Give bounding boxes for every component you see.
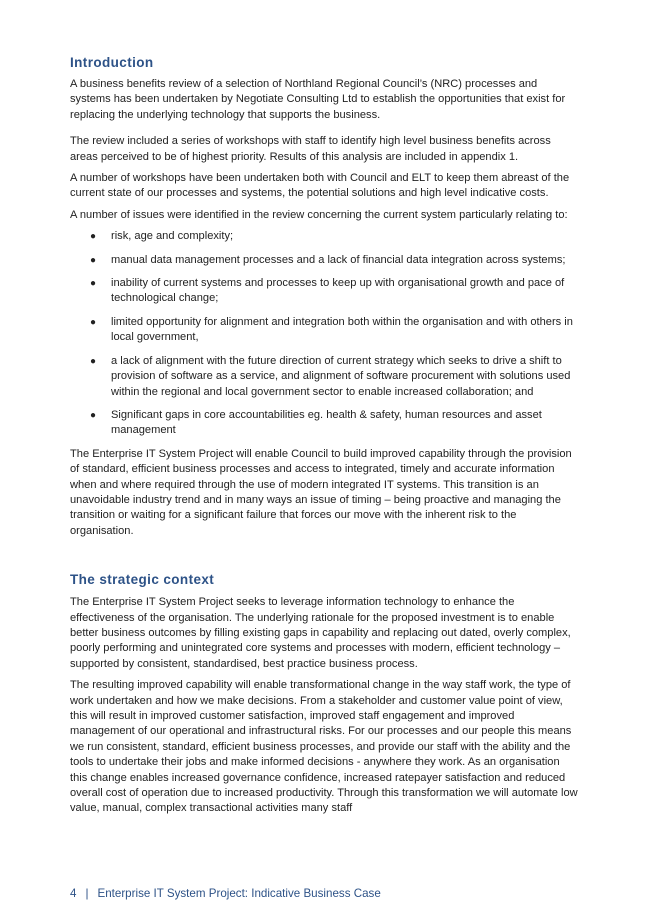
strategic-paragraph: The Enterprise IT System Project seeks to leverage information technology to enhance the effectiveness of the organisation. The underlying rationale for the proposed investment is to enable better business outcomes by filling existing gaps in capability and replacing out dated, overly complex, poorly performing and unintegrated core systems and processes with modern, efficient technology – supported by consistent, standardised, best practice business process. xyxy=(70,596,571,670)
bullet-icon: ● xyxy=(90,316,97,328)
list-item-text: limited opportunity for alignment and integration both within the organisation and with others in local government, xyxy=(111,315,573,344)
page-number: 4 xyxy=(70,887,77,900)
list-item-text: Significant gaps in core accountabilities eg. health & safety, human resources and asset management xyxy=(111,408,542,437)
issues-list xyxy=(70,229,578,438)
list-item-text: inability of current systems and processes to keep up with organisational growth and pace of technological change; xyxy=(111,277,565,305)
list-item xyxy=(70,276,578,307)
list-item xyxy=(70,408,578,439)
intro-paragraph: The review included a series of workshops with staff to identify high level business benefits across areas perceived to be of highest priority. Results of this analysis are included in appendix 1. xyxy=(70,135,551,163)
bullet-icon: ● xyxy=(90,231,97,243)
list-item-text: manual data management processes and a lack of financial data integration across systems; xyxy=(111,253,566,266)
footer-title: Enterprise IT System Project: Indicative Business Case xyxy=(97,887,381,900)
footer-separator: | xyxy=(85,887,89,900)
strategic-paragraph: The resulting improved capability will enable transformational change in the way staff work, the type of work undertaken and how we make decisions. From a stakeholder and customer value point of view, this will result in improved customer satisfaction, improved staff engagement and improved management of our operational and infrastructural risks. For our processes and our people this means we run consistent, standard, efficient business processes, and provide our staff with the ability and the tools to undertake their jobs and make informed decisions - anywhere they work. As an organisation this change enables increased governance confidence, increased ratepayer satisfaction and reduced overall cost of operation due to increased productivity. Through this transformation we will automate low value, manual, complex transactional activities many staff xyxy=(70,679,578,815)
list-item-text: risk, age and complexity; xyxy=(111,230,234,243)
bullet-icon: ● xyxy=(90,254,97,266)
introduction-heading: Introduction xyxy=(70,55,154,70)
intro-closing-paragraph: The Enterprise IT System Project will enable Council to build improved capability through the provision of standard, efficient business processes and access to integrated, timely and accurate information when and where required through the use of modern integrated IT systems. This transition is an unavoidable industry trend and in many ways an issue of timing – being proactive and managing the transition or waiting for a significant failure that forces our move with the inherent risk to the organisation. xyxy=(70,447,572,537)
bullet-icon: ● xyxy=(90,355,97,367)
intro-paragraph: A number of issues were identified in the review concerning the current system particularly relating to: xyxy=(70,208,568,221)
list-item xyxy=(70,315,578,346)
bullet-icon: ● xyxy=(90,278,97,290)
list-item xyxy=(70,354,578,400)
list-item-text: a lack of alignment with the future direction of current strategy which seeks to drive a shift to provision of software as a service, and alignment of software procurement with solutions used within the regional and local government sector to enable increased collaboration; and xyxy=(111,354,571,398)
intro-paragraph: A number of workshops have been undertaken both with Council and ELT to keep them abreast of the current state of our processes and systems, the potential solutions and high level indicative costs. xyxy=(70,172,570,200)
list-item xyxy=(70,253,578,268)
page-content xyxy=(70,48,578,823)
strategic-context-heading: The strategic context xyxy=(70,572,215,588)
bullet-icon: ● xyxy=(90,409,97,421)
list-item xyxy=(70,229,578,244)
intro-paragraph: A business benefits review of a selection of Northland Regional Council’s (NRC) processes and systems has been undertaken by Negotiate Consulting Ltd to establish the opportunities that exist for replacing the underlying technology that supports the business. xyxy=(70,78,566,121)
page-footer xyxy=(70,887,381,900)
